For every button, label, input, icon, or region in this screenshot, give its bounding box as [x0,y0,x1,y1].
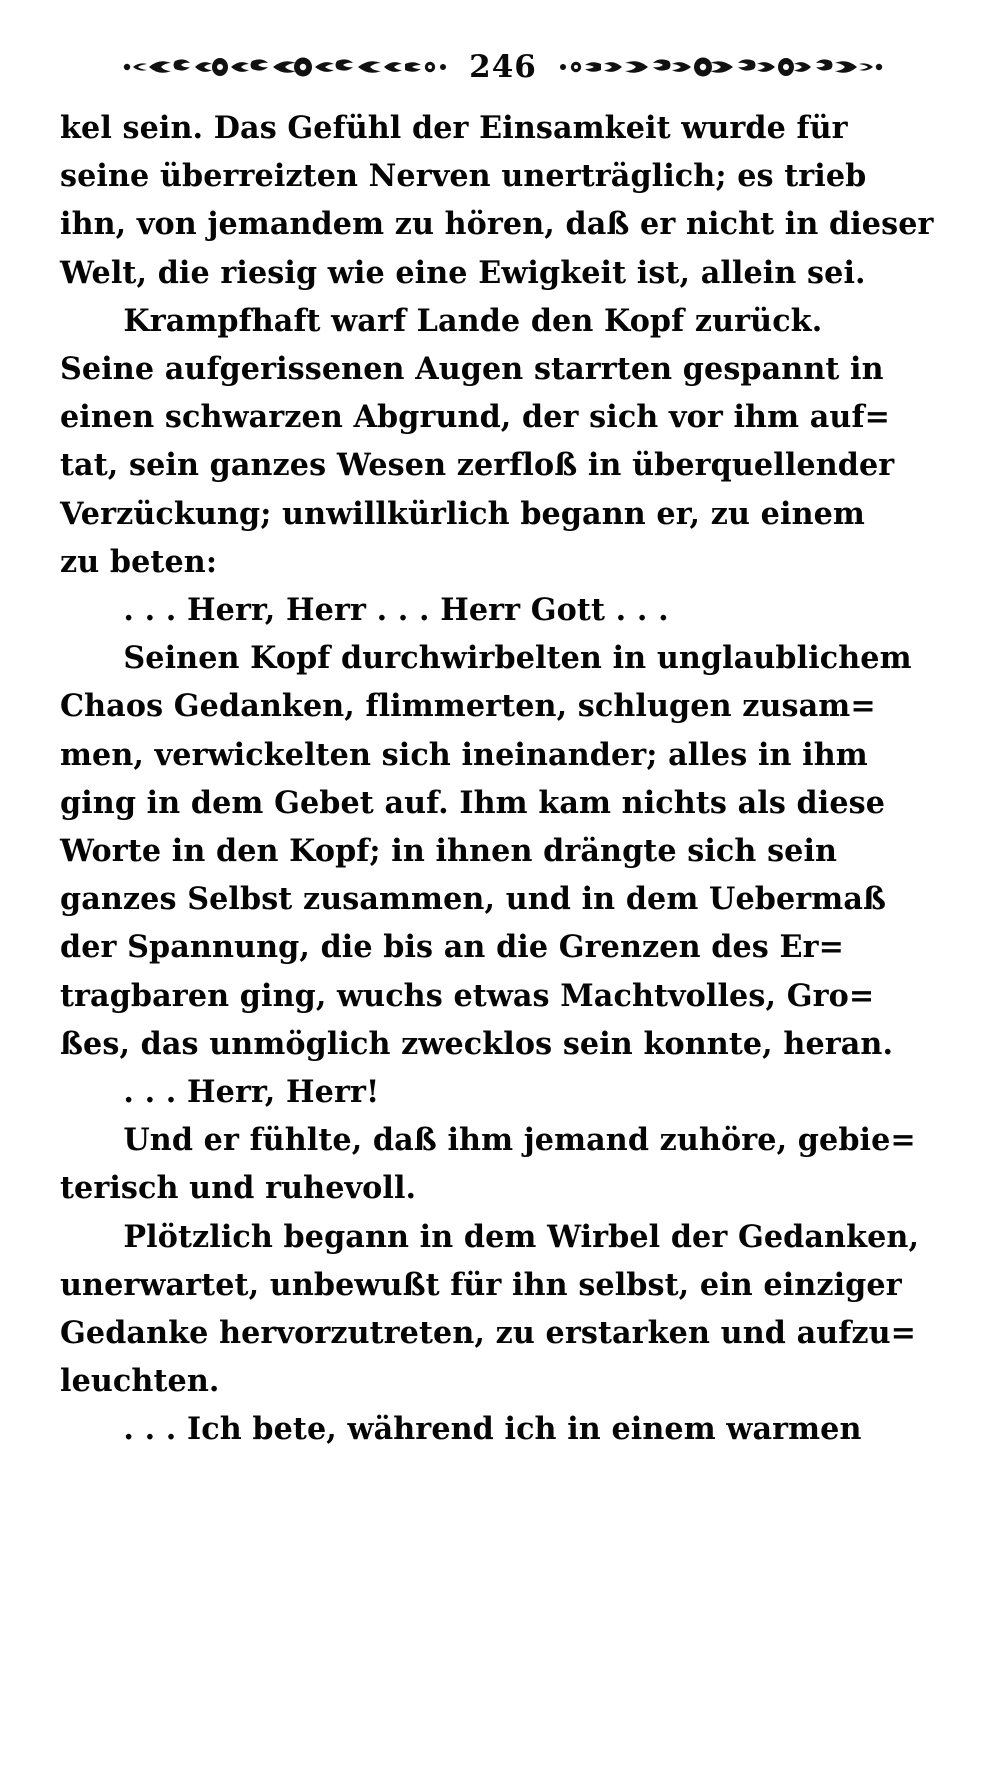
text-line: ßes, das unmöglich zwecklos sein konnte, heran. [60,1025,894,1062]
page-header [0,44,1006,90]
text-line: tragbaren ging, wuchs etwas Machtvolles, Gro= [60,977,875,1014]
text-line: tat, sein ganzes Wesen zerfloß in überquellender [60,447,895,484]
text-line: der Spannung, die bis an die Grenzen des Er= [60,929,845,966]
text-line: ihn, von jemandem zu hören, daß er nicht in dieser [60,206,934,243]
text-line-content: . . . Herr, Herr . . . Herr Gott . . . [123,592,669,629]
text-line [60,586,937,634]
text-line: Worte in den Kopf; in ihnen drängte sich sein [60,833,838,870]
text-line: zu beten: [60,543,218,580]
paragraph [60,1068,937,1116]
paragraph [60,297,937,586]
text-line: terisch und ruhevoll. [60,1170,417,1207]
text-line: kel sein. Das Gefühl der Einsamkeit wurde für [60,110,848,146]
text-line-content: Und er fühlte, daß ihm jemand zuhöre, gebie= [123,1122,916,1159]
page-number: 246 [469,48,537,85]
text-line-content: Plötzlich begann in dem Wirbel der Gedanken, [123,1218,920,1255]
text-line: Gedanke hervorzutreten, zu erstarken und aufzu= [60,1315,917,1352]
text-line: unerwartet, unbewußt für ihn selbst, ein einziger [60,1266,902,1303]
paragraph [60,586,937,634]
text-line: Welt, die riesig wie eine Ewigkeit ist, allein sei. [60,254,866,291]
text-line [60,1405,937,1453]
paragraph [60,634,937,1068]
text-line: einen schwarzen Abgrund, der sich vor ihm auf= [60,399,890,436]
paragraph [60,1116,937,1212]
text-line: Chaos Gedanken, flimmerten, schlugen zusam= [60,688,876,725]
paragraph [60,104,937,297]
text-line [60,634,937,682]
text-line: men, verwickelten sich ineinander; alles in ihm [60,736,868,773]
text-line: Seine aufgerissenen Augen starrten gespannt in [60,351,884,388]
text-line-content: Seinen Kopf durchwirbelten in unglaublichem [123,640,912,677]
text-line-content: . . . Herr, Herr! [123,1074,380,1111]
paragraph [60,1405,937,1453]
text-line [60,1213,937,1261]
text-line [60,297,937,345]
text-line-content: Krampfhaft warf Lande den Kopf zurück. [123,302,823,339]
text-line: Verzückung; unwillkürlich begann er, zu einem [60,495,865,532]
text-line [60,1068,937,1116]
ornamental-rule-right-icon [555,56,885,78]
text-line-content: . . . Ich bete, während ich in einem warmen [123,1411,862,1448]
ornamental-rule-left-icon [121,56,451,78]
page-text-body [60,104,937,1454]
text-line [60,1116,937,1164]
text-line: ganzes Selbst zusammen, und in dem Uebermaß [60,881,887,918]
paragraph [60,1213,937,1406]
text-line: leuchten. [60,1363,220,1400]
text-line: ging in dem Gebet auf. Ihm kam nichts als diese [60,784,886,821]
text-line: seine überreizten Nerven unerträglich; es trieb [60,158,867,195]
